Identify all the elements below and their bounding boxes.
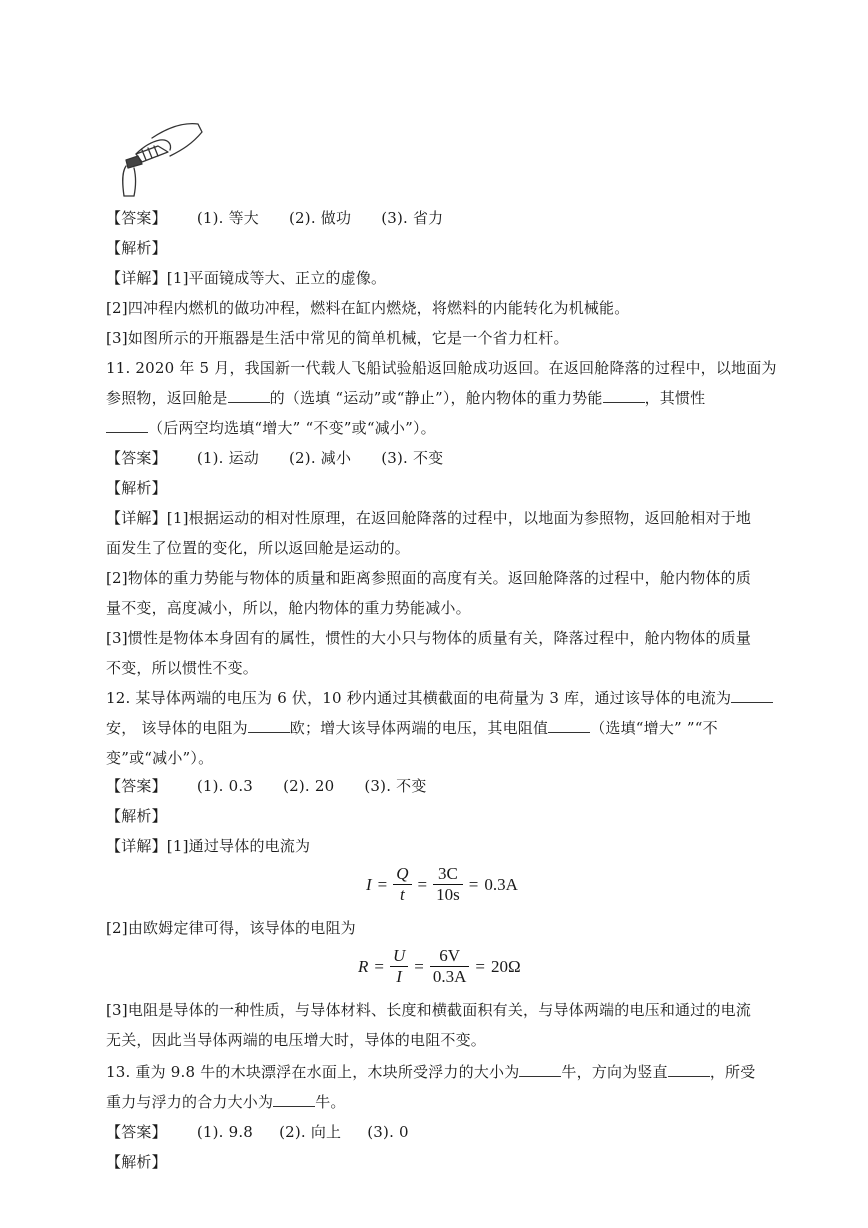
answer-3: (3). 0 xyxy=(367,1123,409,1141)
answer-blank xyxy=(668,1062,710,1077)
answer-1: (1). 9.8 xyxy=(196,1123,254,1141)
q11-detail-4: 量不变，高度减小，所以，舱内物体的重力势能减小。 xyxy=(106,599,471,617)
answer-3: (3). 不变 xyxy=(381,449,444,467)
answer-blank xyxy=(519,1062,561,1077)
answer-2: (2). 减小 xyxy=(289,449,352,467)
answer-1: (1). 等大 xyxy=(196,209,259,227)
answer-blank xyxy=(248,718,290,733)
answer-tag: 【答案】 xyxy=(106,777,167,795)
q13-answer-line xyxy=(106,1122,409,1142)
q12-analysis-tag: 【解析】 xyxy=(106,807,167,825)
q12-detail-1: 【详解】[1]通过导体的电流为 xyxy=(106,837,311,855)
answer-2: (2). 20 xyxy=(283,777,335,795)
q12-detail-2: [2]由欧姆定律可得，该导体的电阻为 xyxy=(106,919,356,937)
answer-3: (3). 不变 xyxy=(364,777,427,795)
q13-analysis-tag: 【解析】 xyxy=(106,1153,167,1171)
answer-blank xyxy=(106,418,148,433)
q10-detail-1: 【详解】[1]平面镜成等大、正立的虚像。 xyxy=(106,269,387,287)
answer-tag: 【答案】 xyxy=(106,449,167,467)
answer-3: (3). 省力 xyxy=(381,209,444,227)
q12-detail-4: 无关，因此当导体两端的电压增大时，导体的电阻不变。 xyxy=(106,1031,487,1049)
answer-1: (1). 0.3 xyxy=(196,777,254,795)
q11-detail-2: 面发生了位置的变化，所以返回舱是运动的。 xyxy=(106,539,411,557)
q13-question-line-1: 13. 重为 9.8 牛的木块漂浮在水面上，木块所受浮力的大小为 牛，方向为竖直 ，所受 xyxy=(106,1063,756,1081)
q11-question-line-2: 参照物，返回舱是 的（选填 “运动”或“静止”），舱内物体的重力势能 ，其惯性 xyxy=(106,389,706,407)
answer-1: (1). 运动 xyxy=(196,449,259,467)
q12-detail-3: [3]电阻是导体的一种性质，与导体材料、长度和横截面积有关，与导体两端的电压和通过的电流 xyxy=(106,1001,752,1019)
answer-blank xyxy=(603,388,645,403)
answer-tag: 【答案】 xyxy=(106,209,167,227)
q12-question-line-1: 12. 某导体两端的电压为 6 伏，10 秒内通过其横截面的电荷量为 3 库，通过该导体的电流为 xyxy=(106,688,773,708)
q12-answer-line xyxy=(106,776,427,796)
q10-answer-line xyxy=(106,208,443,228)
q11-question-line-1: 11. 2020 年 5 月，我国新一代载人飞船试验船返回舱成功返回。在返回舱降落的过程中，以地面为 xyxy=(106,359,777,377)
q11-answer-line xyxy=(106,448,443,468)
answer-tag: 【答案】 xyxy=(106,1123,167,1141)
q11-detail-1: 【详解】[1]根据运动的相对性原理，在返回舱降落的过程中，以地面为参照物，返回舱相对于地 xyxy=(106,509,752,527)
answer-2: (2). 向上 xyxy=(279,1123,342,1141)
answer-blank xyxy=(548,718,590,733)
q11-question-line-3: （后两空均选填“增大” “不变”或“减小”）。 xyxy=(106,418,436,438)
answer-blank xyxy=(228,388,270,403)
answer-blank xyxy=(731,688,773,703)
q11-detail-6: 不变，所以惯性不变。 xyxy=(106,659,259,677)
q11-detail-3: [2]物体的重力势能与物体的质量和距离参照面的高度有关。返回舱降落的过程中，舱内物体的质 xyxy=(106,569,752,587)
q10-detail-2: [2]四冲程内燃机的做功冲程，燃料在缸内燃烧，将燃料的内能转化为机械能。 xyxy=(106,299,630,317)
q11-detail-5: [3]惯性是物体本身固有的属性，惯性的大小只与物体的质量有关，降落过程中，舱内物体的质量 xyxy=(106,629,752,647)
current-formula: I = $\frac{Q}{t}$ = $\frac{3C}{10s}$ = 0.3A xyxy=(366,864,518,904)
resistance-formula: R = $\frac{U}{I}$ = $\frac{6V}{0.3A}$ = 20Ω xyxy=(358,946,521,986)
q11-analysis-tag: 【解析】 xyxy=(106,479,167,497)
q12-question-line-2: 安， 该导体的电阻为 欧；增大该导体两端的电压，其电阻值 （选填“增大” ”“不 xyxy=(106,719,718,737)
q10-detail-3: [3]如图所示的开瓶器是生活中常见的简单机械，它是一个省力杠杆。 xyxy=(106,329,569,347)
q10-analysis-tag: 【解析】 xyxy=(106,239,167,257)
bottle-opener-illustration xyxy=(112,110,204,202)
q13-question-line-2: 重力与浮力的合力大小为 牛。 xyxy=(106,1093,346,1111)
q12-question-line-3: 变”或“减小”）。 xyxy=(106,749,214,767)
answer-2: (2). 做功 xyxy=(289,209,352,227)
answer-blank xyxy=(273,1092,315,1107)
